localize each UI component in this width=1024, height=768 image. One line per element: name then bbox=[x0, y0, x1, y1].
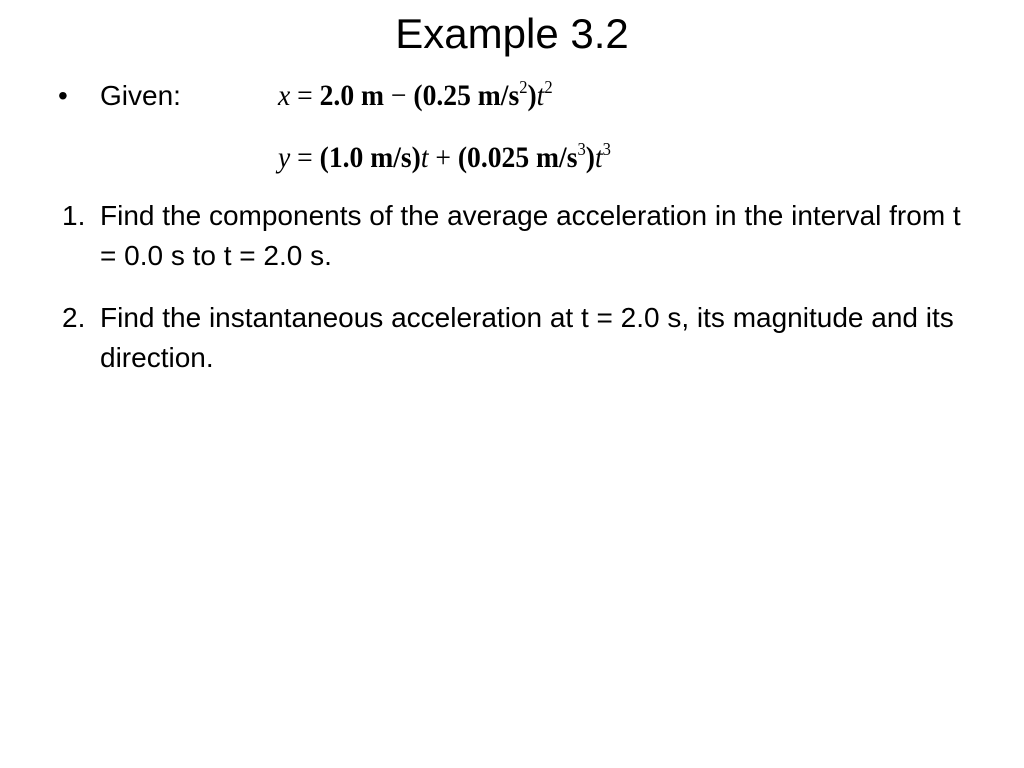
given-bullet-item bbox=[58, 78, 181, 114]
eq-x-equals: = bbox=[297, 79, 313, 112]
eq-y-coef-exp: 3 bbox=[577, 139, 586, 159]
equation-y bbox=[278, 140, 611, 176]
item-text: Find the components of the average acceleration in the interval from t = 0.0 s to t = 2.0 s. bbox=[100, 200, 961, 271]
eq-x-close: ) bbox=[527, 79, 537, 112]
eq-y-t2: t bbox=[594, 141, 603, 174]
eq-y-equals: = bbox=[297, 141, 313, 174]
bullet-icon: • bbox=[58, 80, 68, 111]
eq-x-coef-exp: 2 bbox=[519, 77, 528, 97]
item-text: Find the instantaneous acceleration at t = 2.0 s, its magnitude and its direction. bbox=[100, 302, 954, 373]
eq-y-coef: (0.025 m/s bbox=[457, 141, 578, 174]
item-number: 2. bbox=[62, 302, 86, 333]
given-label: Given: bbox=[100, 80, 181, 111]
eq-x-t-exp: 2 bbox=[544, 77, 553, 97]
eq-y-term1: (1.0 m/s) bbox=[319, 141, 421, 174]
eq-y-t2-exp: 3 bbox=[602, 139, 611, 159]
eq-y-var: y bbox=[278, 141, 291, 174]
numbered-item-2 bbox=[62, 298, 962, 378]
numbered-item-1 bbox=[62, 196, 962, 276]
equation-x bbox=[278, 78, 553, 114]
eq-x-coef: (0.25 m/s bbox=[413, 79, 520, 112]
slide-title: Example 3.2 bbox=[395, 10, 629, 57]
eq-x-op: − bbox=[390, 79, 407, 112]
eq-x-t: t bbox=[536, 79, 545, 112]
eq-y-close: ) bbox=[585, 141, 595, 174]
eq-y-t1: t bbox=[420, 141, 429, 174]
eq-x-var: x bbox=[278, 79, 291, 112]
eq-y-op: + bbox=[435, 141, 451, 174]
eq-x-const: 2.0 m bbox=[319, 79, 385, 112]
item-number: 1. bbox=[62, 200, 86, 231]
